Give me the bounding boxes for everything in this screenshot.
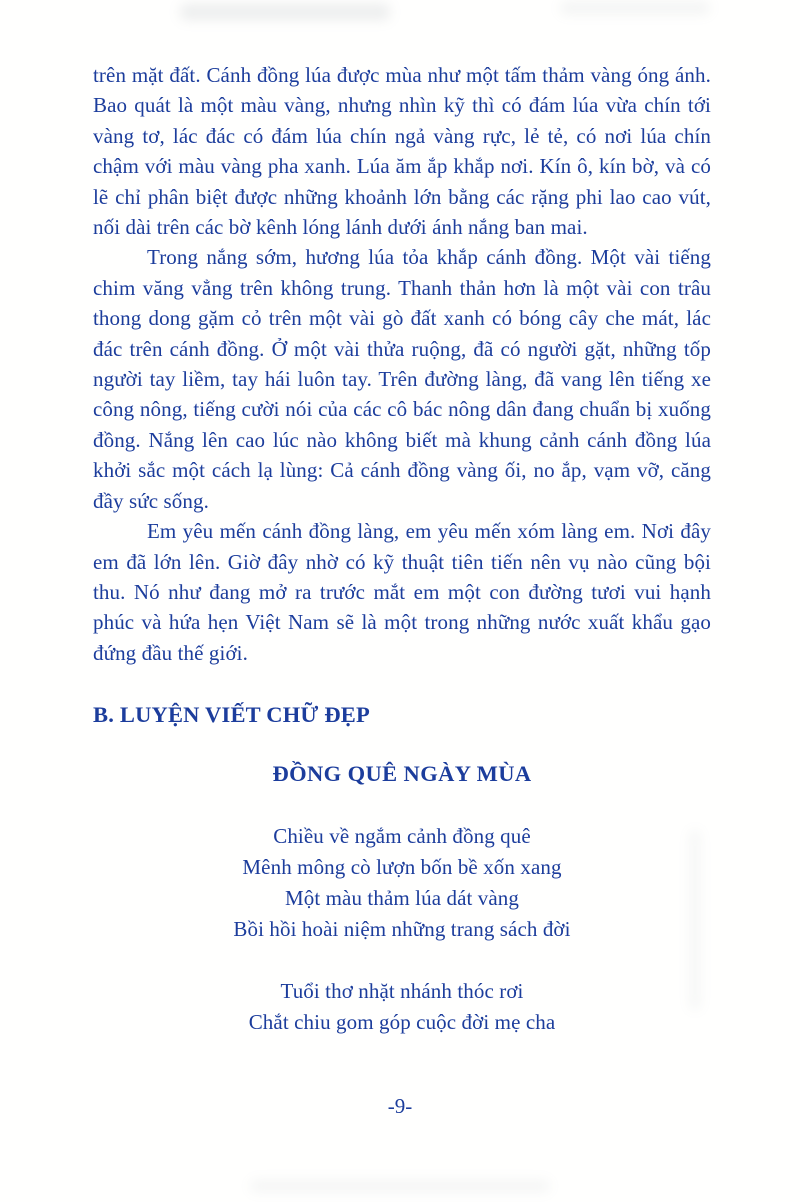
body-paragraph: Trong nắng sớm, hương lúa tỏa khắp cánh đồng. Một vài tiếng chim văng vẳng trên không trung. Thanh thản hơn là một vài con trâu thong dong gặm cỏ trên một vài gò đất xanh có bóng cây che mát, lác đác trên cánh đồng. Ở một vài thửa ruộng, đã có người gặt, những tốp người tay liềm, tay hái luôn tay. Trên đường làng, đã vang lên tiếng xe công nông, tiếng cười nói của các cô bác nông dân đang chuẩn bị xuống đồng. Nắng lên cao lúc nào không biết mà khung cảnh cánh đồng lúa khởi sắc một cách lạ lùng: Cả cánh đồng vàng ối, no ắp, vạm vỡ, căng đầy sức sống. — [93, 245, 711, 513]
poem-title: ĐỒNG QUÊ NGÀY MÙA — [272, 760, 532, 786]
poem-line: Bồi hồi hoài niệm những trang sách đời — [233, 916, 571, 941]
poem-line: Tuổi thơ nhặt nhánh thóc rơi — [280, 978, 524, 1003]
poem-line: Chiều về ngắm cảnh đồng quê — [273, 823, 531, 848]
page-content — [93, 60, 711, 1069]
scan-artifact — [250, 1180, 550, 1192]
page-number: -9- — [387, 1094, 413, 1118]
body-paragraph: Em yêu mến cánh đồng làng, em yêu mến xóm làng em. Nơi đây em đã lớn lên. Giờ đây nhờ có kỹ thuật tiên tiến nên vụ nào cũng bội thu. Nó như đang mở ra trước mắt em một con đường tươi vui hạnh phúc và hứa hẹn Việt Nam sẽ là một trong những nước xuất khẩu gạo đứng đầu thế giới. — [93, 519, 711, 665]
poem-stanza — [93, 976, 711, 1038]
section-heading: B. LUYỆN VIẾT CHỮ ĐẸP — [93, 702, 370, 728]
scan-artifact — [180, 4, 390, 20]
poem-line: Chắt chiu gom góp cuộc đời mẹ cha — [248, 1009, 556, 1034]
poem-stanza — [93, 821, 711, 945]
poem-line: Mênh mông cò lượn bốn bề xốn xang — [242, 854, 562, 879]
scan-artifact — [560, 2, 710, 14]
poem-line: Một màu thảm lúa dát vàng — [284, 885, 520, 910]
poem — [93, 821, 711, 1038]
body-paragraph: trên mặt đất. Cánh đồng lúa được mùa như một tấm thảm vàng óng ánh. Bao quát là một màu vàng, nhưng nhìn kỹ thì có đám lúa vừa chín tới vàng tơ, lác đác có đám lúa chín ngả vàng rực, lẻ tẻ, có nơi lúa chín chậm với màu vàng pha xanh. Lúa ăm ắp khắp nơi. Kín ô, kín bờ, và có lẽ chỉ phân biệt được những khoảnh lớn bằng các rặng phi lao cao vút, nối dài trên các bờ kênh lóng lánh dưới ánh nắng ban mai. — [93, 63, 711, 240]
